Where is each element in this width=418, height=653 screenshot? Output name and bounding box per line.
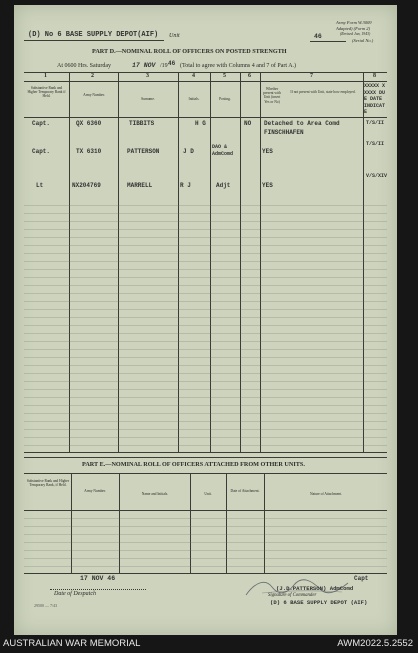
header-surname: Surname.	[141, 97, 155, 101]
part-d-time-suffix: (Total to agree with Columns 4 and 7 of Part A.)	[180, 63, 297, 69]
ruled-line	[24, 365, 387, 366]
ruled-line	[24, 293, 387, 294]
col-num-7: 7	[310, 73, 313, 79]
row-3-number: NX204769	[72, 182, 101, 189]
row-2-posting: DAO & AdmComd	[212, 144, 234, 157]
ruled-line	[24, 421, 387, 422]
part-e-title: PART E.—NOMINAL ROLL OF OFFICERS ATTACHED FROM OTHER UNITS.	[82, 461, 305, 468]
ruled-line	[24, 269, 387, 270]
signatory-unit: (D) 6 BASE SUPPLY DEPOT (AIF)	[270, 599, 368, 606]
ruled-line	[24, 389, 387, 390]
d-vline-1	[69, 72, 70, 452]
ruled-line	[24, 253, 387, 254]
row-1-number: QX 6360	[76, 120, 102, 127]
row-2-number: TX 6310	[76, 148, 102, 155]
col-num-6: 6	[248, 73, 251, 79]
d-vline-2	[118, 72, 119, 452]
ruled-line	[24, 413, 387, 414]
header-posting: Posting.	[219, 97, 231, 101]
form-ref-2: Adapted) (Form 2)	[336, 26, 370, 31]
form-ref-3: (Revised Jan, 1943)	[340, 32, 371, 36]
despatch-underline	[50, 589, 146, 590]
part-d-time-prefix: At 0600 Hrs. Saturday	[57, 63, 111, 69]
ruled-line	[24, 373, 387, 374]
ruled-line	[24, 437, 387, 438]
row-2-rank: Capt.	[32, 148, 51, 155]
col-num-2: 2	[91, 73, 94, 79]
archive-left: AUSTRALIAN WAR MEMORIAL	[3, 638, 141, 649]
ruled-line	[24, 349, 387, 350]
e-header-army-number: Army Number.	[84, 489, 106, 493]
ruled-line	[24, 285, 387, 286]
ruled-line	[24, 261, 387, 262]
despatch-label: Date of Despatch	[54, 591, 96, 597]
ruled-line	[24, 205, 387, 206]
row-3-posting: Adjt	[216, 182, 231, 189]
ruled-line	[24, 237, 387, 238]
despatch-date-typed: 17 NOV 46	[80, 575, 116, 582]
archive-right: AWM2022.5.2552	[337, 638, 413, 649]
d-vline-7	[363, 72, 364, 452]
row-3-initials: R J	[180, 182, 191, 189]
ruled-line	[24, 325, 387, 326]
row-1-col8: T/S/II	[366, 120, 385, 126]
ruled-line	[24, 445, 387, 446]
d-table-bottom	[24, 452, 387, 453]
row-1-employed: Detached to Area Comd	[264, 120, 340, 127]
e-header-nature: Nature of Attachment.	[309, 492, 343, 496]
row-1-employed-2: FINSCHHAFEN	[264, 129, 304, 136]
document-sheet	[14, 5, 397, 635]
serial-underline	[310, 41, 346, 42]
col-num-4: 4	[192, 73, 195, 79]
ruled-line	[24, 405, 387, 406]
d-vline-5	[240, 72, 241, 452]
unit-line: (D) No 6 BASE SUPPLY DEPOT(AIF)	[28, 31, 159, 39]
ruled-line	[24, 333, 387, 334]
row-2-surname: PATTERSON	[127, 148, 160, 155]
header-initials: Initials.	[188, 97, 200, 101]
d-table-top	[24, 72, 387, 73]
ruled-line	[24, 317, 387, 318]
e-header-unit: Unit.	[204, 492, 212, 496]
ruled-line	[24, 429, 387, 430]
ruled-line	[24, 213, 387, 214]
ruled-line	[24, 221, 387, 222]
header-employed: If not present with Unit, state how employed.	[290, 90, 356, 94]
ruled-line	[24, 550, 387, 551]
ruled-line	[24, 309, 387, 310]
row-3-present: YES	[262, 182, 273, 189]
unit-label: Unit	[169, 33, 180, 39]
ruled-line	[24, 245, 387, 246]
e-header-date: Date of Attachment.	[230, 489, 260, 493]
col-num-8: 8	[373, 73, 376, 79]
e-header-name: Name and Initials.	[141, 492, 169, 496]
header-col8: XXXXX XXXXX DUE DATE INDICATE	[364, 83, 386, 115]
d-header-line	[24, 117, 387, 118]
ruled-line	[24, 534, 387, 535]
unit-underline	[24, 40, 164, 41]
row-3-rank: Lt	[36, 182, 44, 189]
ruled-line	[24, 381, 387, 382]
ruled-line	[24, 301, 387, 302]
ruled-line	[24, 558, 387, 559]
row-2-col8: T/S/II	[366, 141, 385, 147]
ruled-line	[24, 518, 387, 519]
d-colnum-line	[24, 81, 387, 82]
row-2-initials: J D	[183, 148, 194, 155]
ruled-line	[24, 277, 387, 278]
header-rank: Substantive Rank and Higher Temporary Rank if Held.	[27, 86, 66, 99]
header-present: Whether present with Unit (insert Yes or No)	[263, 87, 281, 104]
e-table-top	[24, 457, 387, 458]
ruled-line	[24, 357, 387, 358]
ruled-line	[24, 526, 387, 527]
part-d-title: PART D.—NOMINAL ROLL OF OFFICERS ON POSTED STRENGTH	[92, 48, 287, 55]
e-table-bottom	[24, 573, 387, 574]
signature-label: Signature of Commander	[268, 593, 317, 598]
d-vline-3	[178, 72, 179, 452]
row-3-surname: MARRELL	[127, 182, 153, 189]
d-vline-6	[260, 72, 261, 452]
row-1-present: NO	[244, 120, 252, 127]
e-header-bottom	[24, 510, 387, 511]
row-3-col8: V/S/XIV	[366, 173, 388, 179]
e-header-rank: Substantive Rank and Higher Temporary Rank, if Held.	[26, 479, 70, 488]
e-header-top	[24, 473, 387, 474]
print-ref: 29500 — 7/43	[34, 603, 58, 608]
header-army-number: Army Number.	[83, 93, 105, 97]
capt-label: Capt	[354, 575, 369, 582]
form-ref-1: Army Form W.3009	[336, 20, 372, 25]
signatory-name: (J.D.PATTERSON) AdmComd	[276, 585, 354, 592]
ruled-line	[24, 341, 387, 342]
part-d-year-suffix: /19	[160, 63, 168, 69]
part-d-year-hand: 46	[168, 60, 176, 67]
ruled-line	[24, 542, 387, 543]
ruled-line	[24, 229, 387, 230]
row-1-initials: H G	[195, 120, 206, 127]
serial-label: (Serial No.)	[352, 38, 374, 43]
d-vline-4	[210, 72, 211, 452]
serial-value: 46	[314, 33, 322, 40]
ruled-line	[24, 566, 387, 567]
col-num-5: 5	[223, 73, 226, 79]
row-1-surname: TIBBITS	[129, 120, 155, 127]
col-num-1: 1	[44, 73, 47, 79]
row-1-rank: Capt.	[32, 120, 51, 127]
col-num-3: 3	[146, 73, 149, 79]
part-d-date-typed: 17 NOV	[132, 62, 156, 69]
row-2-present: YES	[262, 148, 273, 155]
archive-footer	[0, 635, 418, 653]
ruled-line	[24, 397, 387, 398]
